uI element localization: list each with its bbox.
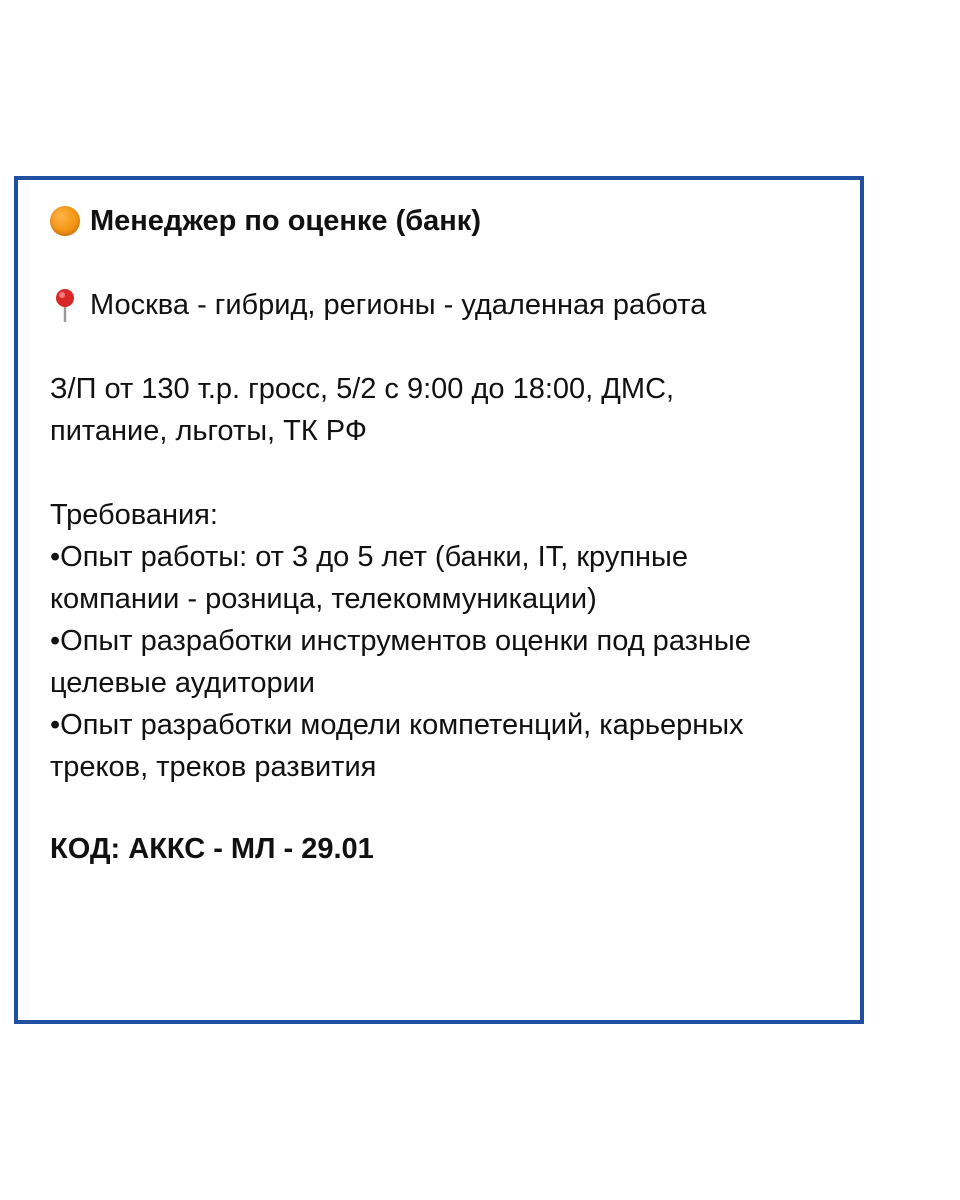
requirement-line: •Опыт работы: от 3 до 5 лет (банки, IT, крупные bbox=[50, 541, 689, 573]
vacancy-card bbox=[14, 176, 864, 1024]
salary-line: питание, льготы, ТК РФ bbox=[50, 415, 367, 447]
requirement-line: треков, треков развития bbox=[50, 751, 377, 783]
location-text: Москва - гибрид, регионы - удаленная работа bbox=[90, 289, 707, 321]
requirement-line: целевые аудитории bbox=[50, 667, 316, 699]
orange-circle-icon bbox=[50, 206, 80, 236]
requirement-line: •Опыт разработки инструментов оценки под разные bbox=[50, 625, 751, 657]
salary-line: З/П от 130 т.р. гросс, 5/2 с 9:00 до 18:00, ДМС, bbox=[50, 373, 675, 405]
requirements bbox=[50, 494, 840, 788]
pushpin-icon bbox=[50, 287, 80, 323]
vacancy-title: Менеджер по оценке (банк) bbox=[90, 205, 481, 237]
location-row bbox=[50, 284, 706, 326]
requirement-line: •Опыт разработки модели компетенций, карьерных bbox=[50, 709, 744, 741]
requirement-line: компании - розница, телекоммуникации) bbox=[50, 583, 597, 615]
vacancy-title-row bbox=[50, 200, 481, 242]
vacancy-code: КОД: АККС - МЛ - 29.01 bbox=[50, 833, 374, 865]
salary-conditions bbox=[50, 368, 840, 452]
requirements-heading: Требования: bbox=[50, 499, 218, 531]
